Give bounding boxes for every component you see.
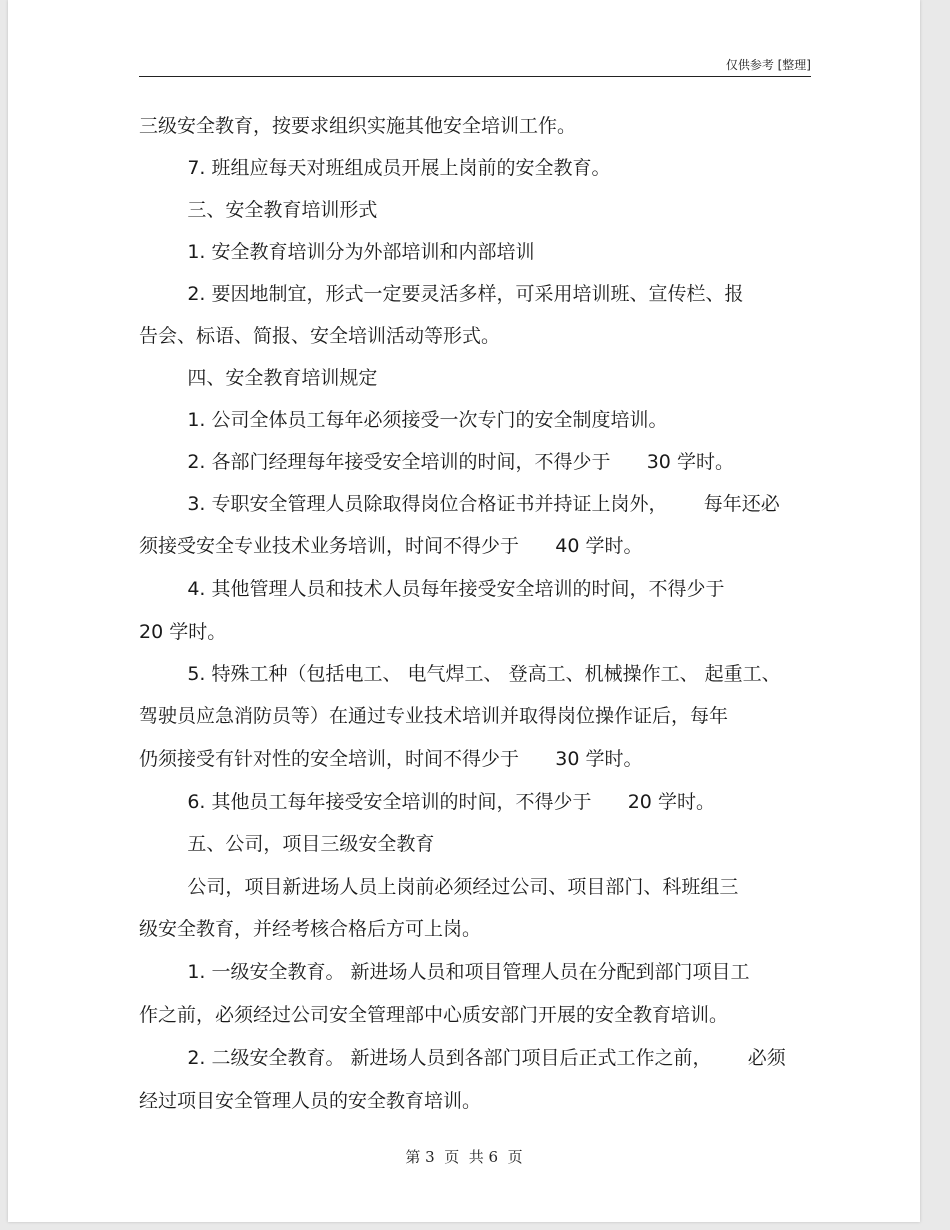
body-line: 驾驶员应急消防员等）在通过专业技术培训并取得岗位操作证后，每年 bbox=[139, 705, 729, 727]
body-line: 作之前，必须经过公司安全管理部中心质安部门开展的安全教育培训。 bbox=[139, 1004, 729, 1026]
body-line: 4. 其他管理人员和技术人员每年接受安全培训的时间，不得少于 bbox=[139, 578, 725, 600]
body-line: 20 学时。 bbox=[139, 621, 227, 643]
body-line: 2. 二级安全教育。 新进场人员到各部门项目后正式工作之前， 必须 bbox=[139, 1047, 786, 1069]
page-number-footer: 第 3 页 共 6 页 bbox=[405, 1148, 523, 1166]
page-header bbox=[139, 54, 811, 77]
body-line: 1. 安全教育培训分为外部培训和内部培训 bbox=[139, 241, 535, 263]
body-line: 6. 其他员工每年接受安全培训的时间，不得少于 20 学时。 bbox=[139, 791, 715, 813]
body-line: 3. 专职安全管理人员除取得岗位合格证书并持证上岗外， 每年还必 bbox=[139, 493, 780, 515]
body-line: 1. 一级安全教育。 新进场人员和项目管理人员在分配到部门项目工 bbox=[139, 961, 750, 983]
body-line: 三级安全教育，按要求组织实施其他安全培训工作。 bbox=[139, 115, 577, 137]
section-heading: 三、安全教育培训形式 bbox=[139, 199, 378, 221]
body-line: 2. 要因地制宜，形式一定要灵活多样，可采用培训班、宣传栏、报 bbox=[139, 283, 744, 305]
body-line: 2. 各部门经理每年接受安全培训的时间，不得少于 30 学时。 bbox=[139, 451, 734, 473]
body-line: 仍须接受有针对性的安全培训，时间不得少于 30 学时。 bbox=[139, 748, 643, 770]
body-line: 5. 特殊工种（包括电工、 电气焊工、 登高工、机械操作工、 起重工、 bbox=[139, 663, 781, 685]
body-line: 告会、标语、简报、安全培训活动等形式。 bbox=[139, 325, 501, 347]
body-line: 级安全教育，并经考核合格后方可上岗。 bbox=[139, 918, 482, 940]
body-line: 7. 班组应每天对班组成员开展上岗前的安全教育。 bbox=[139, 157, 611, 179]
body-line: 1. 公司全体员工每年必须接受一次专门的安全制度培训。 bbox=[139, 409, 668, 431]
section-heading: 五、公司，项目三级安全教育 bbox=[139, 833, 435, 855]
body-line: 经过项目安全管理人员的安全教育培训。 bbox=[139, 1090, 482, 1112]
document-page bbox=[8, 0, 920, 1222]
body-line: 公司，项目新进场人员上岗前必须经过公司、项目部门、科班组三 bbox=[139, 876, 739, 898]
section-heading: 四、安全教育培训规定 bbox=[139, 367, 378, 389]
header-note: 仅供参考 [整理] bbox=[725, 58, 811, 72]
body-line: 须接受安全专业技术业务培训，时间不得少于 40 学时。 bbox=[139, 535, 643, 557]
